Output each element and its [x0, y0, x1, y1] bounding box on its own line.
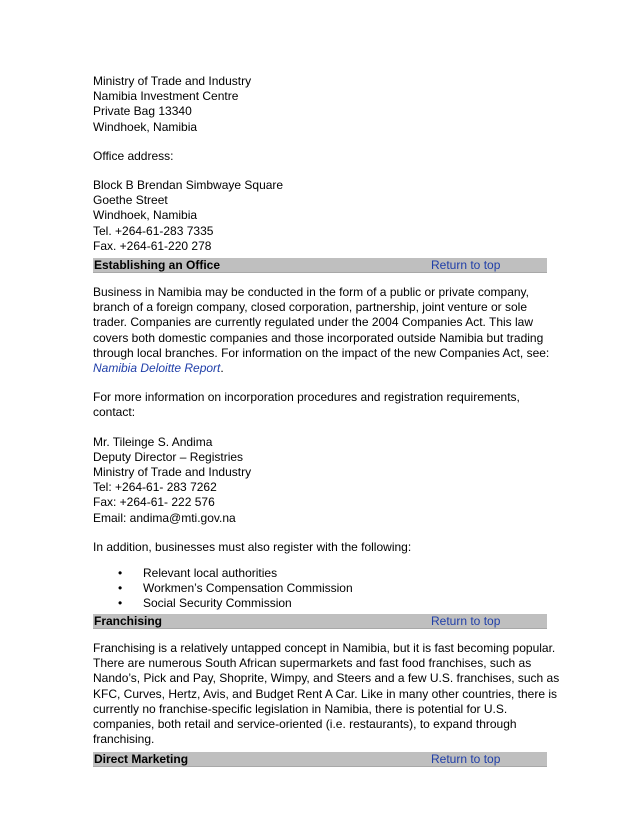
- office-tel: Tel. +264-61-283 7335: [93, 223, 214, 238]
- paragraph-line: branch of a foreign company, closed corporation, partnership, joint venture or sole: [93, 300, 528, 315]
- section-title: Direct Marketing: [94, 751, 189, 766]
- list-item: [93, 596, 547, 611]
- list-item-text: Social Security Commission: [143, 596, 292, 611]
- list-item: [93, 566, 547, 581]
- office-fax: Fax. +264-61-220 278: [93, 238, 212, 253]
- list-item: [93, 581, 547, 596]
- paragraph-line: companies, both retail and service-oriented (i.e. restaurants), to expand through: [93, 717, 517, 732]
- contact-org: Ministry of Trade and Industry: [93, 465, 252, 480]
- bullet-icon: •: [118, 596, 123, 611]
- paragraph-line: currently no franchise-specific legislation in Namibia, there is potential for U.S.: [93, 701, 508, 716]
- section-header-franchising: [93, 614, 547, 629]
- contact-fax: Fax: +264-61- 222 576: [93, 495, 215, 510]
- contact-block: [93, 435, 547, 526]
- contact-title: Deputy Director – Registries: [93, 449, 244, 464]
- office-label: [93, 149, 547, 164]
- list-item-text: Relevant local authorities: [143, 566, 278, 581]
- address-line: Namibia Investment Centre: [93, 89, 239, 104]
- register-intro-text: In addition, businesses must also register with the following:: [93, 539, 412, 554]
- return-to-top-link[interactable]: Return to top: [431, 751, 501, 766]
- registration-list: [93, 566, 547, 611]
- bullet-icon: •: [118, 566, 123, 581]
- list-item-text: Workmen’s Compensation Commission: [143, 581, 353, 596]
- deloitte-report-link[interactable]: Namibia Deloitte Report: [93, 361, 221, 376]
- paragraph-line: covers both domestic companies and those incorporated outside Namibia but trading: [93, 330, 544, 345]
- office-address-label: Office address:: [93, 148, 174, 163]
- address-line: Windhoek, Namibia: [93, 119, 198, 134]
- link-suffix: .: [220, 361, 224, 376]
- bullet-icon: •: [118, 581, 123, 596]
- paragraph-line: Business in Namibia may be conducted in the form of a public or private company,: [93, 285, 529, 300]
- establishing-paragraph: [93, 285, 550, 376]
- paragraph-line: There are numerous South African supermarkets and fast food franchises, such as: [93, 656, 532, 671]
- paragraph-line: Nando’s, Pick and Pay, Shoprite, Wimpy, and Steers and a few U.S. franchises, such as: [93, 671, 560, 686]
- office-address: [93, 178, 547, 254]
- incorporation-paragraph: [93, 390, 547, 420]
- paragraph-line: through local branches. For information on the impact of the new Companies Act, see:: [93, 345, 550, 360]
- ministry-address: [93, 74, 547, 135]
- register-intro: [93, 540, 547, 555]
- section-header-establishing: [93, 258, 547, 273]
- contact-email: Email: andima@mti.gov.na: [93, 510, 236, 525]
- contact-tel: Tel: +264-61- 283 7262: [93, 480, 217, 495]
- section-title: Franchising: [94, 614, 163, 629]
- address-line: Private Bag 13340: [93, 104, 192, 119]
- document-page: [93, 74, 560, 767]
- paragraph-line: Franchising is a relatively untapped concept in Namibia, but it is fast becoming popular.: [93, 641, 556, 656]
- section-header-direct-marketing: [93, 752, 547, 767]
- section-title: Establishing an Office: [94, 258, 221, 273]
- return-to-top-link[interactable]: Return to top: [431, 614, 501, 629]
- office-line: Windhoek, Namibia: [93, 208, 198, 223]
- paragraph-line: For more information on incorporation procedures and registration requirements,: [93, 390, 520, 405]
- paragraph-line: contact:: [93, 405, 136, 420]
- paragraph-line: trader. Companies are currently regulated under the 2004 Companies Act. This law: [93, 315, 534, 330]
- office-line: Block B Brendan Simbwaye Square: [93, 178, 284, 193]
- office-line: Goethe Street: [93, 193, 168, 208]
- franchising-paragraph: [93, 641, 560, 747]
- address-line: Ministry of Trade and Industry: [93, 74, 252, 88]
- paragraph-line: KFC, Curves, Hertz, Avis, and Budget Rent A Car. Like in many other countries, there is: [93, 686, 557, 701]
- paragraph-line: franchising.: [93, 732, 155, 747]
- contact-name: Mr. Tileinge S. Andima: [93, 434, 213, 449]
- return-to-top-link[interactable]: Return to top: [431, 258, 501, 273]
- paragraph-line: [93, 361, 547, 376]
